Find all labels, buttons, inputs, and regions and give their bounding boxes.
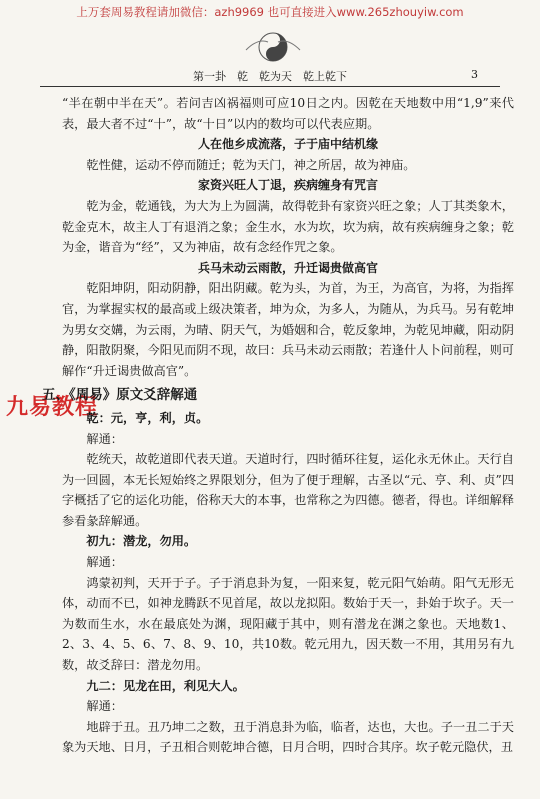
paragraph: “半在朝中半在天”。若问吉凶祸福则可应10日之内。因乾在天地数中用“1,9”来代表，最大者不过“十”，故“十日”以内的数均可以代表应期。 <box>62 96 514 131</box>
paragraph: 乾为金，乾通钱，为大为上为圆满，故得乾卦有家资兴旺之象；人丁其类象木，乾金克木，故主人丁有退消之象；金生水，水为坎，坎为病，故有疾病缠身之象；乾为金，谐音为“经”，又为神庙，故有念经作咒之象。 <box>62 198 514 255</box>
line-statement: 九二：见龙在田，利见大人。 <box>86 678 245 693</box>
watermark-text: 上万套周易教程请加微信：azh9969 也可直接进入www.265zhouyiw.com <box>76 5 464 19</box>
verse-heading: 家资兴旺人丁退，疾病缠身有咒言 <box>197 178 378 193</box>
explanation-label: 解通： <box>86 555 123 570</box>
paragraph: 地辟于丑。丑乃坤二之数，丑于消息卦为临，临者，达也，大也。子一丑二于天象为天地、日月，子丑相合则乾坤合德，日月合明，四时合其序。坎子乾元隐伏，丑 <box>62 719 514 755</box>
paragraph: 乾阳坤阴，阳动阴静，阳出阴藏。乾为头，为首，为王，为高官，为将，为指挥官，为掌握实权的最高或上级决策者，坤为众，为多人，为随从，为兵马。另有乾坤为男女交媾，为云雨，为晴、阴天气，为婚姻和合，乾反象坤，为乾见坤藏，阳动阴静，阳散阴聚，今阳见而阴不现，故曰：兵马未动云雨散；若逢什人卜问前程，则可解作“升迁谒贵做高官”。 <box>62 281 514 378</box>
paragraph: 鸿蒙初判，天开于子。子于消息卦为复，一阳来复，乾元阳气始萌。阳气无形无体，动而不已，如神龙腾跃不见首尾，故以龙拟阳。数始于天一，卦始于坎子。天一为数而生水，水在最底处为渊，现阳藏于其中，则有潜龙在渊之象也。天地数1、2、3、4、5、6、7、8、9、10，共10数。乾元用九，因天数一不用，其用另有九数，故爻辞曰：潜龙勿用。 <box>62 575 514 673</box>
paragraph: 乾统天，故乾道即代表天道。天道时行，四时循环往复，运化永无休止。天行自为一回圆，本无长短始终之界限划分，但为了便于理解，古圣以“元、亨、利、贞”四字概括了它的运化功能，俗称天大的本事，也常称之为四德。德者，得也。详细解释参看彖辞解通。 <box>62 452 514 528</box>
hexagram-text: 乾：元，亨，利，贞。 <box>86 410 209 425</box>
brand-label: 九易教程 <box>6 395 99 420</box>
explanation-label: 解通： <box>86 699 123 714</box>
chapter-title: 第一卦 乾 乾为天 乾上乾下 <box>193 70 347 83</box>
section-title: 五、《周易》原文爻辞解通 <box>42 387 198 404</box>
page-number: 3 <box>471 68 478 81</box>
yin-yang-logo-icon <box>238 30 308 64</box>
explanation-label: 解通： <box>86 431 123 446</box>
verse-heading: 兵马未动云雨散，升迁谒贵做高官 <box>197 260 378 275</box>
line-statement: 初九：潜龙，勿用。 <box>86 534 197 549</box>
verse-heading: 人在他乡成流落，子于庙中结机缘 <box>197 137 378 152</box>
page-header <box>40 68 500 87</box>
paragraph: 乾性健，运动不停而随迁；乾为天门，神之所居，故为神庙。 <box>86 157 416 172</box>
